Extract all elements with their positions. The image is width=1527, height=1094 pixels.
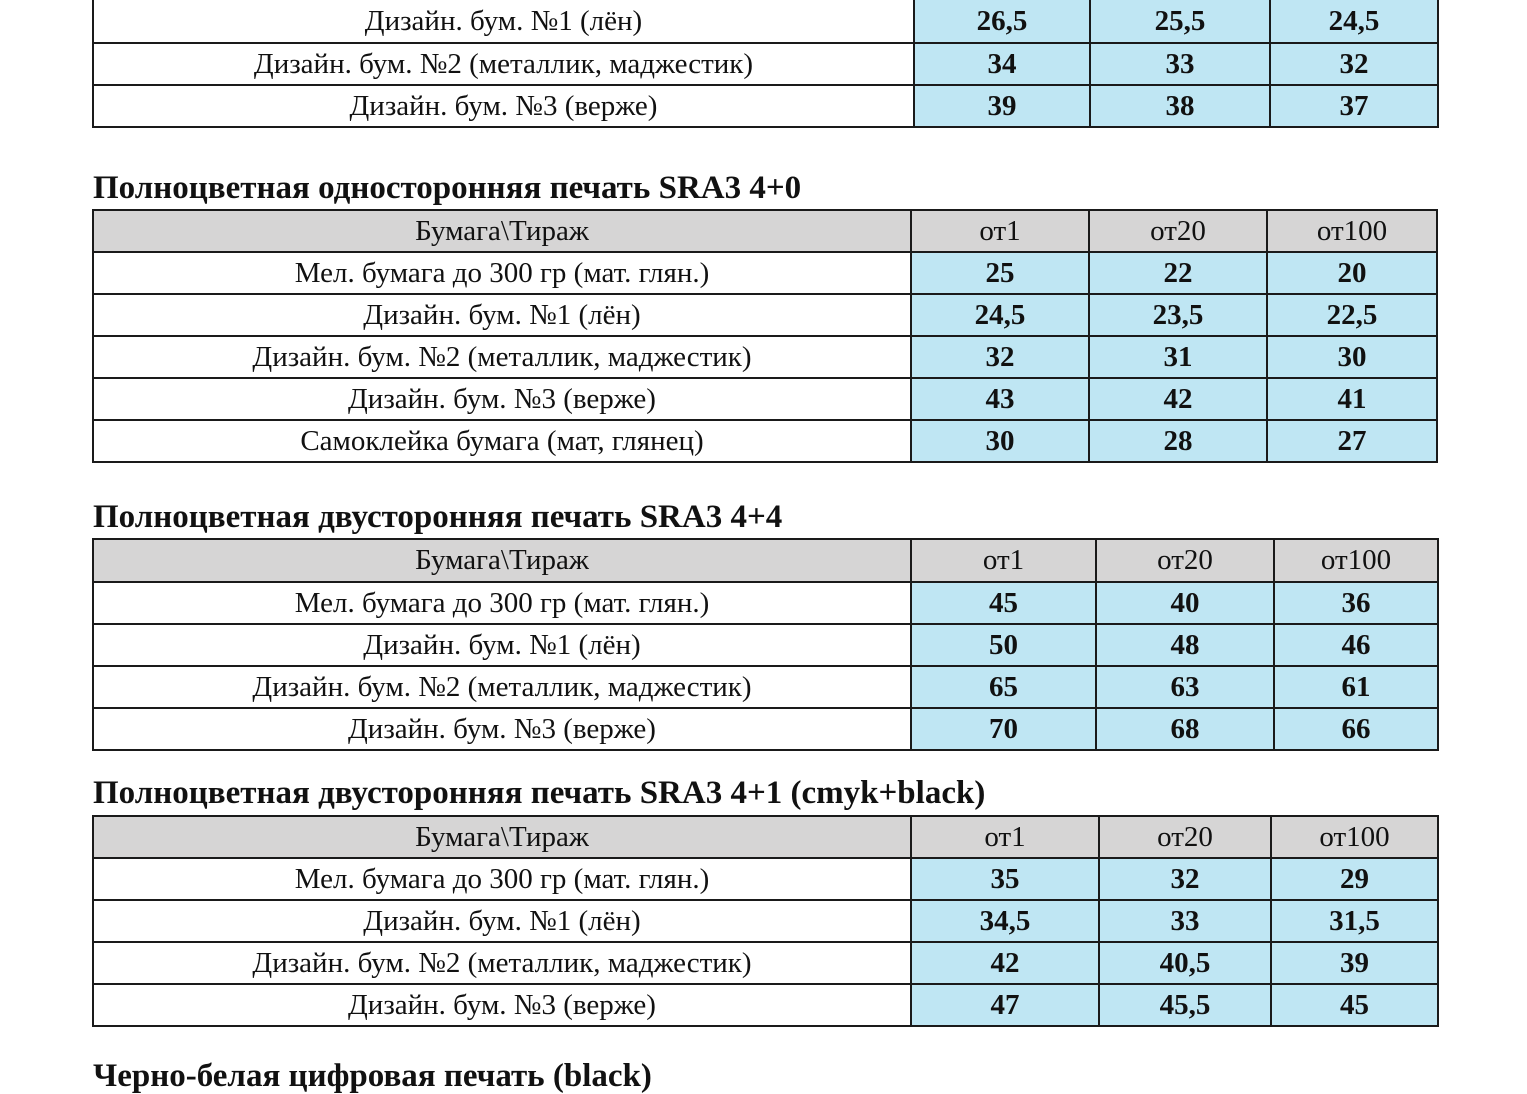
price-cell: 33	[1090, 43, 1270, 85]
table-row	[93, 294, 1437, 336]
table-row	[93, 336, 1437, 378]
price-cell: 34	[914, 43, 1090, 85]
paper-name-cell: Дизайн. бум. №3 (верже)	[93, 984, 911, 1026]
paper-name-cell: Дизайн. бум. №2 (металлик, маджестик)	[93, 666, 911, 708]
price-table-sra3-4-4	[92, 538, 1439, 751]
section-title: Черно-белая цифровая печать (black)	[93, 1058, 652, 1094]
price-cell: 39	[914, 85, 1090, 127]
price-cell: 38	[1090, 85, 1270, 127]
price-cell: 22	[1089, 252, 1267, 294]
column-header: от1	[911, 210, 1089, 252]
price-cell: 31	[1089, 336, 1267, 378]
section-title: Полноцветная двусторонняя печать SRA3 4+1 (cmyk+black)	[93, 775, 986, 811]
price-cell: 28	[1089, 420, 1267, 462]
price-cell: 39	[1271, 942, 1438, 984]
table-row	[93, 0, 1438, 43]
column-header: от20	[1096, 539, 1274, 582]
price-cell: 42	[911, 942, 1099, 984]
table-row	[93, 666, 1438, 708]
price-cell: 48	[1096, 624, 1274, 666]
column-header: от20	[1089, 210, 1267, 252]
price-cell: 22,5	[1267, 294, 1437, 336]
paper-name-cell: Мел. бумага до 300 гр (мат. глян.)	[93, 582, 911, 624]
paper-name-cell: Дизайн. бум. №3 (верже)	[93, 378, 911, 420]
price-cell: 26,5	[914, 0, 1090, 43]
price-cell: 43	[911, 378, 1089, 420]
column-header: от100	[1267, 210, 1437, 252]
paper-name-cell: Дизайн. бум. №2 (металлик, маджестик)	[93, 43, 914, 85]
price-cell: 30	[911, 420, 1089, 462]
paper-name-cell: Дизайн. бум. №2 (металлик, маджестик)	[93, 942, 911, 984]
price-cell: 34,5	[911, 900, 1099, 942]
price-cell: 65	[911, 666, 1096, 708]
price-cell: 29	[1271, 858, 1438, 900]
paper-name-cell: Самоклейка бумага (мат, глянец)	[93, 420, 911, 462]
table-row	[93, 900, 1438, 942]
price-cell: 20	[1267, 252, 1437, 294]
section-title: Полноцветная двусторонняя печать SRA3 4+4	[93, 499, 783, 535]
price-cell: 36	[1274, 582, 1438, 624]
column-header: от20	[1099, 816, 1271, 858]
paper-name-cell: Дизайн. бум. №2 (металлик, маджестик)	[93, 336, 911, 378]
column-header: от1	[911, 816, 1099, 858]
column-header: Бумага\Тираж	[93, 816, 911, 858]
price-cell: 47	[911, 984, 1099, 1026]
price-cell: 45,5	[1099, 984, 1271, 1026]
table-row	[93, 43, 1438, 85]
table-header-row	[93, 539, 1438, 582]
table-row	[93, 252, 1437, 294]
price-cell: 25	[911, 252, 1089, 294]
paper-name-cell: Дизайн. бум. №1 (лён)	[93, 0, 914, 43]
column-header: от1	[911, 539, 1096, 582]
table-row	[93, 624, 1438, 666]
paper-name-cell: Дизайн. бум. №1 (лён)	[93, 624, 911, 666]
price-cell: 46	[1274, 624, 1438, 666]
table-header-row	[93, 210, 1437, 252]
paper-name-cell: Мел. бумага до 300 гр (мат. глян.)	[93, 858, 911, 900]
price-cell: 30	[1267, 336, 1437, 378]
table-row	[93, 378, 1437, 420]
price-cell: 63	[1096, 666, 1274, 708]
paper-name-cell: Дизайн. бум. №1 (лён)	[93, 294, 911, 336]
table-row	[93, 708, 1438, 750]
table-header-row	[93, 816, 1438, 858]
column-header: от100	[1274, 539, 1438, 582]
price-cell: 32	[1270, 43, 1438, 85]
table-row	[93, 942, 1438, 984]
price-cell: 70	[911, 708, 1096, 750]
price-cell: 37	[1270, 85, 1438, 127]
paper-name-cell: Дизайн. бум. №1 (лён)	[93, 900, 911, 942]
column-header: Бумага\Тираж	[93, 539, 911, 582]
column-header: от100	[1271, 816, 1438, 858]
table-row	[93, 582, 1438, 624]
price-cell: 27	[1267, 420, 1437, 462]
price-cell: 33	[1099, 900, 1271, 942]
price-table-sra3-4-0	[92, 209, 1438, 463]
price-cell: 31,5	[1271, 900, 1438, 942]
price-cell: 68	[1096, 708, 1274, 750]
table-row	[93, 858, 1438, 900]
table-row	[93, 85, 1438, 127]
price-cell: 45	[1271, 984, 1438, 1026]
paper-name-cell: Дизайн. бум. №3 (верже)	[93, 85, 914, 127]
price-cell: 35	[911, 858, 1099, 900]
price-cell: 61	[1274, 666, 1438, 708]
paper-name-cell: Дизайн. бум. №3 (верже)	[93, 708, 911, 750]
price-cell: 50	[911, 624, 1096, 666]
price-cell: 32	[911, 336, 1089, 378]
price-cell: 25,5	[1090, 0, 1270, 43]
price-cell: 40,5	[1099, 942, 1271, 984]
price-cell: 24,5	[1270, 0, 1438, 43]
price-cell: 23,5	[1089, 294, 1267, 336]
table-row	[93, 420, 1437, 462]
price-cell: 40	[1096, 582, 1274, 624]
price-cell: 42	[1089, 378, 1267, 420]
price-table-sra3-4-1	[92, 815, 1439, 1027]
price-cell: 66	[1274, 708, 1438, 750]
price-cell: 32	[1099, 858, 1271, 900]
section-title: Полноцветная односторонняя печать SRA3 4+0	[93, 170, 802, 206]
column-header: Бумага\Тираж	[93, 210, 911, 252]
price-cell: 45	[911, 582, 1096, 624]
table-row	[93, 984, 1438, 1026]
price-cell: 24,5	[911, 294, 1089, 336]
price-cell: 41	[1267, 378, 1437, 420]
price-table-top	[92, 0, 1439, 128]
paper-name-cell: Мел. бумага до 300 гр (мат. глян.)	[93, 252, 911, 294]
